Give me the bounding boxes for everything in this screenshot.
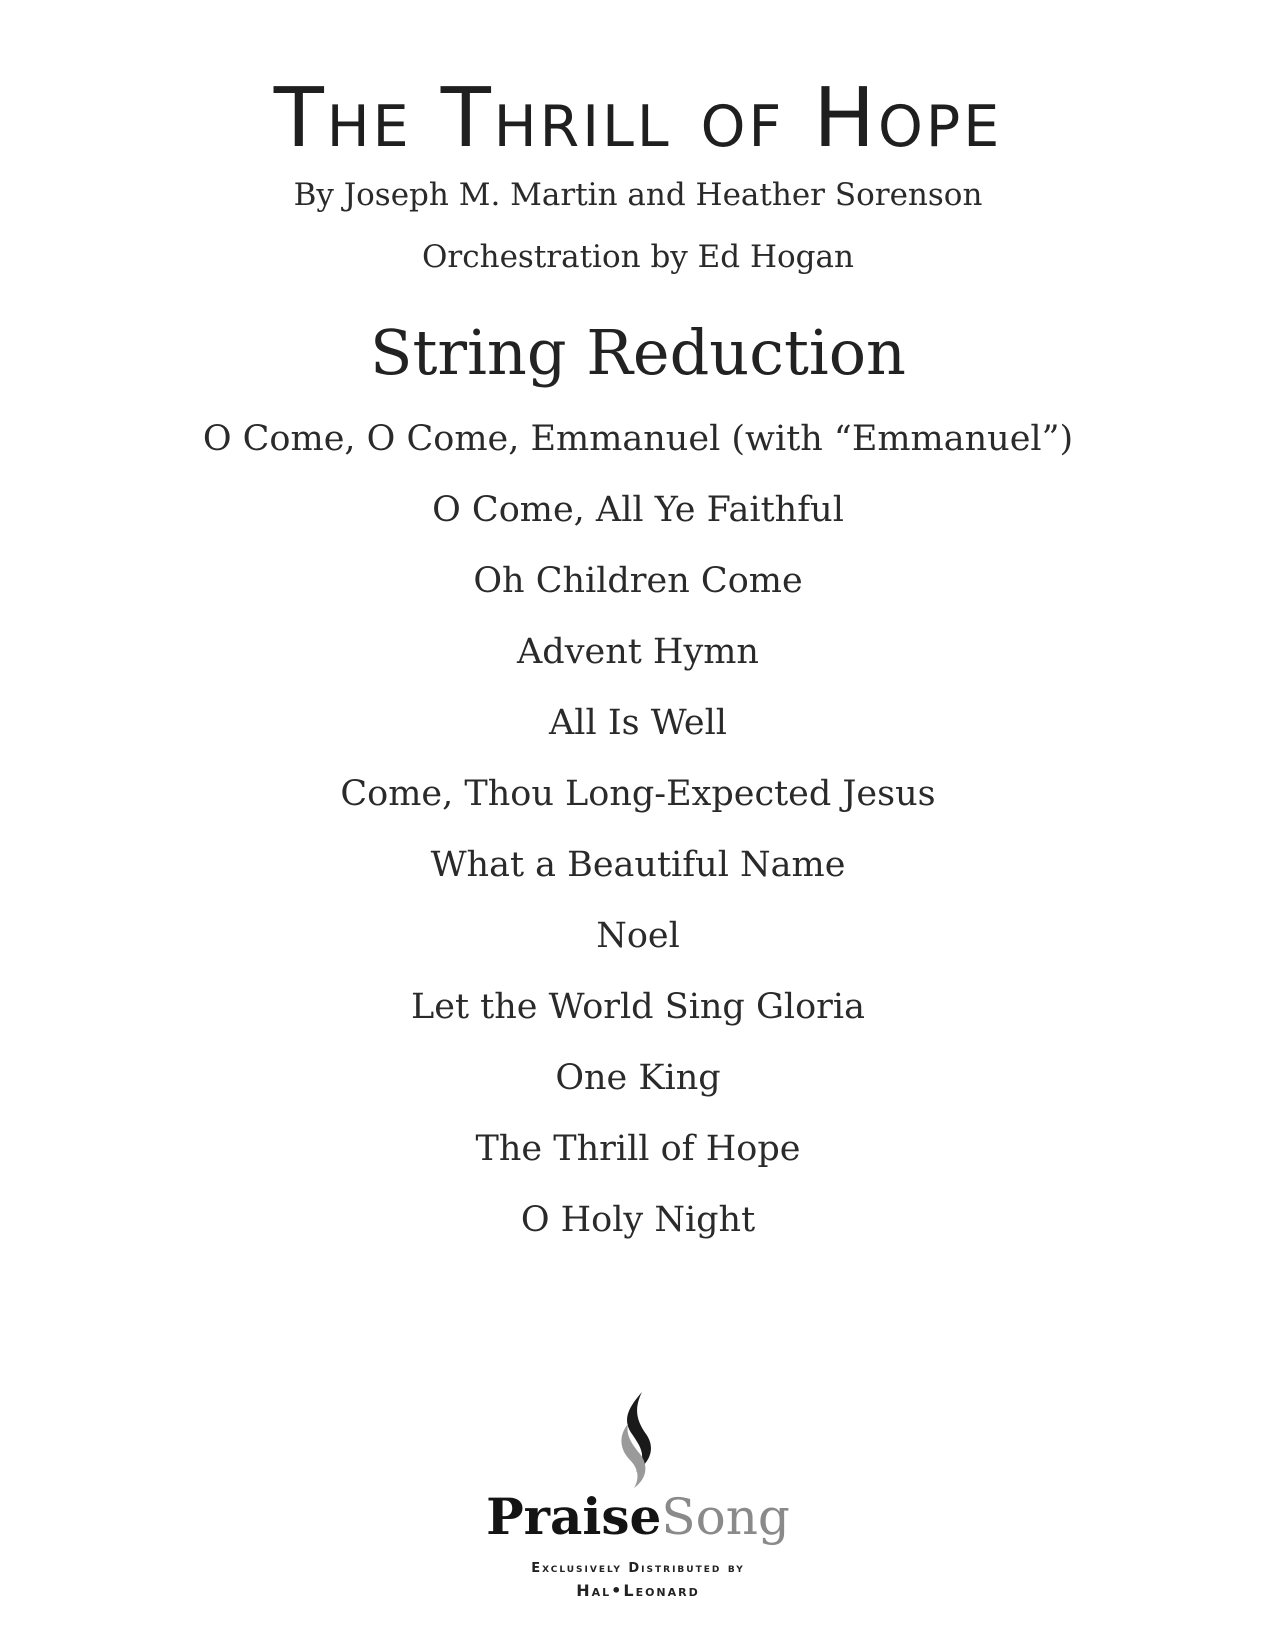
- publisher-name: [438, 1487, 838, 1546]
- song-item: O Come, O Come, Emmanuel (with “Emmanuel”): [202, 419, 1074, 459]
- song-item: O Come, All Ye Faithful: [432, 490, 844, 530]
- publisher-name-part2: Song: [661, 1488, 790, 1546]
- song-item: The Thrill of Hope: [475, 1129, 801, 1169]
- authors-credit: By Joseph M. Martin and Heather Sorenson: [293, 177, 983, 213]
- song-item: Noel: [596, 916, 680, 956]
- song-item: What a Beautiful Name: [430, 845, 846, 885]
- song-list: [0, 419, 1276, 1274]
- flame-swirl-icon: [598, 1390, 678, 1490]
- song-item: Advent Hymn: [517, 632, 759, 672]
- song-item: O Holy Night: [520, 1200, 756, 1240]
- distribution-note: Exclusively Distributed by: [531, 1561, 745, 1576]
- work-title: The Thrill of Hope: [273, 71, 1003, 166]
- song-item: Let the World Sing Gloria: [411, 987, 865, 1027]
- song-item: One King: [555, 1058, 721, 1098]
- distributor-name: Hal•Leonard: [576, 1581, 700, 1600]
- song-item: Come, Thou Long-Expected Jesus: [340, 774, 936, 814]
- part-title: String Reduction: [370, 316, 906, 389]
- song-item: Oh Children Come: [473, 561, 803, 601]
- publisher-logo: [438, 1390, 838, 1620]
- publisher-name-part1: Praise: [486, 1487, 662, 1546]
- song-item: All Is Well: [549, 703, 727, 743]
- orchestration-credit: Orchestration by Ed Hogan: [422, 239, 854, 275]
